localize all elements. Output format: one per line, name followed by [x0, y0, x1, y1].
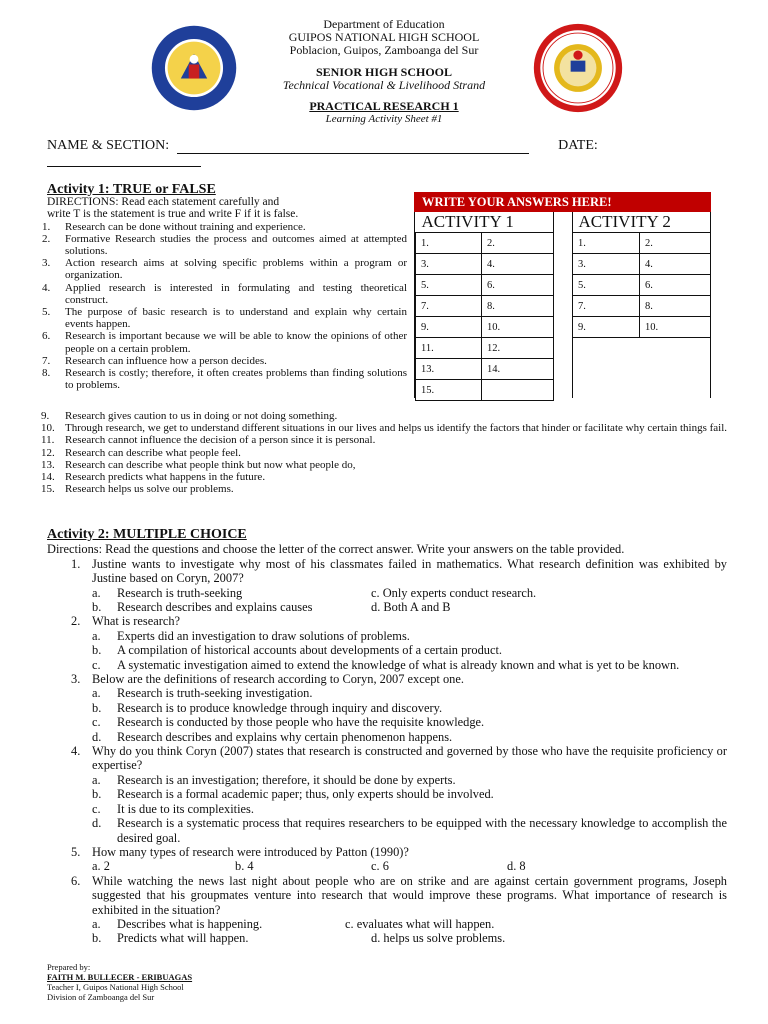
- date-label: DATE:: [558, 138, 598, 153]
- answer-cell[interactable]: [482, 380, 554, 401]
- answer-cell[interactable]: 9.: [416, 317, 482, 338]
- option-item: c. It is due to its complexities.: [92, 801, 254, 816]
- answer-cell[interactable]: 7.: [416, 296, 482, 317]
- prepared-by: [47, 962, 192, 1002]
- list-item: 4. Applied research is interested in formulating and testing theoretical construct.: [42, 281, 407, 306]
- answer-cell[interactable]: 8.: [640, 296, 711, 317]
- list-item: 10. Through research, we get to understand different situations in our lives and helps us identify the factors that hinder or facilitate why certain things fail.: [41, 422, 728, 435]
- list-item: 1. Research can be done without training and experience.: [42, 220, 306, 233]
- question-5: 5. How many types of research were introduced by Patton (1990)?: [71, 844, 409, 859]
- table-row: [416, 296, 554, 317]
- answer-cell[interactable]: 6.: [640, 275, 711, 296]
- option-item: c. A systematic investigation aimed to extend the knowledge of what is already known and what is yet to be known.: [92, 657, 680, 672]
- table-row: [573, 233, 711, 254]
- activity1-section: [42, 182, 407, 392]
- answer-cell[interactable]: 12.: [482, 338, 554, 359]
- activity1-directions-line2: write T is the statement is true and write F if it is false.: [47, 208, 299, 221]
- answer-cell[interactable]: 10.: [482, 317, 554, 338]
- school-level: SENIOR HIGH SCHOOL: [315, 65, 453, 79]
- answer-cell[interactable]: 7.: [573, 296, 640, 317]
- preparer-name: FAITH M. BULLECER - ERIBUAGAS: [47, 972, 193, 982]
- table-row: [416, 338, 554, 359]
- activity1-list: [42, 220, 407, 392]
- question-2: 2. What is research?: [71, 614, 181, 629]
- option-item: d. Research describes and explains why certain phenomenon happens.: [92, 729, 453, 744]
- answer-cell[interactable]: 4.: [640, 254, 711, 275]
- answer-cell[interactable]: 3.: [416, 254, 482, 275]
- answer-cell[interactable]: 1.: [573, 233, 640, 254]
- option-item: a. Research is an investigation; therefore, it should be done by experts.: [92, 772, 456, 787]
- option-item: a. Research is truth-seeking investigation.: [92, 686, 313, 701]
- activity2-answer-label: ACTIVITY 2: [578, 212, 671, 231]
- table-row: [573, 275, 711, 296]
- table-row: [573, 317, 711, 338]
- answer-cell[interactable]: 11.: [416, 338, 482, 359]
- table-row: [416, 275, 554, 296]
- school-address: Poblacion, Guipos, Zamboanga del Sur: [289, 43, 479, 57]
- question-4: 4. Why do you think Coryn (2007) states that research is constructed and governed by those who have the requisite proficiency or expertise?: [71, 744, 727, 773]
- table-row: [416, 233, 554, 254]
- question-5-options: a. 2 b. 4 c. 6 d. 8: [92, 859, 526, 874]
- list-item: 3. Action research aims at solving specific problems within a program or organization.: [42, 257, 407, 282]
- question-1: 1. Justine wants to investigate why most of his classmates failed in mathematics. What research definition was exhibited by Justine based on Coryn, 2007?: [71, 556, 727, 586]
- department-name: Department of Education: [323, 17, 445, 31]
- subject-title: PRACTICAL RESEARCH 1: [309, 99, 459, 113]
- answer-cell[interactable]: 5.: [573, 275, 640, 296]
- question-6-options-row2: b. Predicts what will happen. d. helps us solve problems.: [92, 931, 506, 946]
- prepared-label: Prepared by:: [47, 962, 91, 972]
- option-item: c. Research is conducted by those people who have the requisite knowledge.: [92, 715, 485, 730]
- list-item: 8. Research is costly; therefore, it often creates problems than finding solutions to problems.: [42, 367, 407, 392]
- answer-cell[interactable]: 3.: [573, 254, 640, 275]
- question-3: 3. Below are the definitions of research according to Coryn, 2007 except one.: [71, 672, 464, 687]
- list-item: 15. Research helps us solve our problems.: [41, 483, 234, 496]
- question-6-options-row1: a. Describes what is happening. c. evaluates what will happen.: [92, 916, 495, 931]
- option-item: d. Research is a systematic process that requires researchers to be equipped with the necessary knowledge to accomplish the desired goal.: [92, 816, 727, 845]
- activity2-title: Activity 2: MULTIPLE CHOICE: [47, 527, 247, 542]
- table-row: [416, 317, 554, 338]
- list-item: 2. Formative Research studies the process and outcomes aimed at attempted solutions.: [42, 232, 407, 258]
- answer-cell[interactable]: 15.: [416, 380, 482, 401]
- answer-cell[interactable]: 8.: [482, 296, 554, 317]
- activity1-answer-label: ACTIVITY 1: [421, 212, 514, 231]
- list-item: 12. Research can describe what people feel.: [41, 446, 241, 459]
- activity2-answer-table: [572, 212, 711, 338]
- school-name: GUIPOS NATIONAL HIGH SCHOOL: [288, 30, 480, 44]
- option-item: b. Research is to produce knowledge through inquiry and discovery.: [92, 700, 443, 715]
- activity2-section: [47, 528, 727, 946]
- answer-cell[interactable]: 4.: [482, 254, 554, 275]
- table-row: [416, 359, 554, 380]
- table-row: [416, 254, 554, 275]
- name-section-field[interactable]: [177, 140, 529, 154]
- list-item: 6. Research is important because we will be able to know the opinions of other people on a certain problem.: [42, 330, 407, 355]
- activity1-title: Activity 1: TRUE or FALSE: [47, 182, 216, 197]
- answer-cell[interactable]: 9.: [573, 317, 640, 338]
- answer-cell[interactable]: 13.: [416, 359, 482, 380]
- sheet-title: Learning Activity Sheet #1: [325, 113, 443, 125]
- activity1-list-wide: [39, 410, 729, 495]
- option-item: a. Experts did an investigation to draw solutions of problems.: [92, 628, 410, 643]
- list-item: 11. Research cannot influence the decision of a person since it is personal.: [41, 434, 376, 447]
- strand-name: Technical Vocational & Livelihood Strand: [282, 78, 486, 92]
- table-row: [573, 296, 711, 317]
- answer-sheet: [414, 212, 711, 398]
- list-item: 5. The purpose of basic research is to understand and explain why certain events happen.: [42, 306, 407, 331]
- preparer-position: Teacher I, Guipos National High School: [47, 982, 184, 992]
- question-6: 6. While watching the news last night about people who are on strike and are against certain government programs, Joseph suggested that his groupmates venture into research that would improve these programs. What importance of research is exhibited in the situation?: [71, 873, 727, 917]
- name-section-label: NAME & SECTION:: [47, 138, 170, 153]
- option-item: b. Research is a formal academic paper; thus, only experts should be involved.: [92, 787, 494, 802]
- answer-cell[interactable]: 14.: [482, 359, 554, 380]
- name-date-row: [47, 138, 747, 154]
- table-row: [573, 254, 711, 275]
- answer-cell[interactable]: 2.: [482, 233, 554, 254]
- preparer-division: Division of Zamboanga del Sur: [47, 992, 155, 1002]
- question-1-options-row1: a. Research is truth-seeking c. Only experts conduct research.: [92, 585, 537, 600]
- answer-cell[interactable]: 5.: [416, 275, 482, 296]
- activity1-directions-line1: DIRECTIONS: Read each statement carefully and: [47, 196, 280, 209]
- answer-cell[interactable]: 2.: [640, 233, 711, 254]
- table-row: [416, 380, 554, 401]
- answer-cell[interactable]: 6.: [482, 275, 554, 296]
- letterhead: [200, 18, 568, 126]
- date-field[interactable]: [47, 166, 201, 167]
- list-item: 7. Research can influence how a person decides.: [42, 354, 267, 367]
- list-item: 13. Research can describe what people think but now what people do,: [41, 458, 356, 471]
- list-item: 9. Research gives caution to us in doing or not doing something.: [41, 410, 338, 422]
- question-1-options-row2: b. Research describes and explains causes d. Both A and B: [92, 600, 451, 615]
- answer-cell[interactable]: 1.: [416, 233, 482, 254]
- answer-cell[interactable]: 10.: [640, 317, 711, 338]
- activity1-answer-table: [415, 212, 554, 401]
- activity2-directions: Directions: Read the questions and choose the letter of the correct answer. Write your answers on the table provided.: [47, 542, 625, 557]
- option-item: b. A compilation of historical accounts about developments of a certain product.: [92, 643, 503, 658]
- answers-banner: WRITE YOUR ANSWERS HERE!: [414, 192, 711, 212]
- list-item: 14. Research predicts what happens in the future.: [41, 471, 266, 484]
